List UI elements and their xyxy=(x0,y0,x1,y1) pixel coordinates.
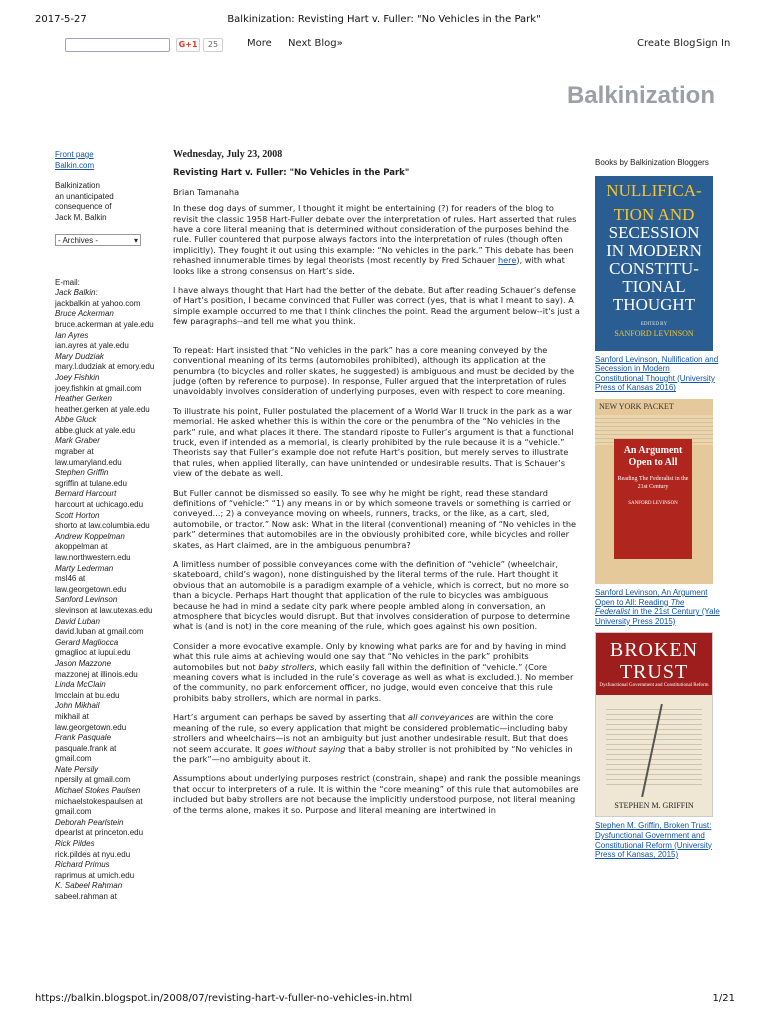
contributor-email: lmcclain at bu.edu xyxy=(55,690,120,700)
contributor-email: slevinson at law.utexas.edu xyxy=(55,605,153,615)
contributor-name: Mark Graber xyxy=(55,436,100,446)
contributor-email: mikhail at law.georgetown.edu xyxy=(55,711,127,732)
more-link[interactable]: More xyxy=(247,38,272,49)
contributor-list xyxy=(55,288,155,902)
email-label: E-mail: xyxy=(55,277,80,287)
front-page-link[interactable]: Front page xyxy=(55,150,94,159)
contributor-name: Jack Balkin: xyxy=(55,288,98,298)
post-paragraph: To illustrate his point, Fuller postulated the placement of a World War II truck in the park as a war memorial. He asked whether this is within the core or the penumbra of the “No vehicles in the park” rule, and what places it there. The standard riposte to Fuller’s argument is that a functional truck, even if intended as a memorial, is clearly prohibited by the rule because it is a “vehicle.” Theorists say that Fuller’s example doe not refute Hart’s position, but merely serves to illustrate that rules, when applied literally, can have unintended or undesirable results. That is Schauer’s view of the debate as well. xyxy=(173,405,574,479)
contributor-email: msl46 at law.georgetown.edu xyxy=(55,574,127,594)
archives-value: - Archives - xyxy=(58,235,99,245)
contributor-name: Andrew Koppelman xyxy=(55,531,125,541)
contributor-name: Richard Primus xyxy=(55,860,110,870)
post-paragraph: Hart’s argument can perhaps be saved by asserting that all conveyances are within the core meaning of the rule, so every application that might be considered problematic—including baby strollers and wheelchairs—is not an ambiguity but just another undesirable result. But that does not seem accurate. It goes without saying that a baby stroller is not prohibited by “No vehicles in the park”—no ambiguity about it. xyxy=(173,712,573,764)
post-paragraph: To repeat: Hart insisted that “No vehicles in the park” has a core meaning conveyed by the conventional meaning of its terms (automobiles prohibited), although its application at the penumbra (to bicycles and roller skates, he suggested) is ambiguous and must be decided by the judge (often by reference to purpose). In response, Fuller argued that the interpretation of rules unavoidably involves consideration of underlying purposes, even with respect to core meaning. xyxy=(173,344,575,397)
contributor-name: Deborah Pearlstein xyxy=(55,817,124,827)
book-caption-link[interactable]: Stephen M. Griffin, Broken Trust: Dysfunctional Government and Constitutional Reform (University Press of Kansas, 2015) xyxy=(595,821,712,860)
print-url: https://balkin.blogspot.in/2008/07/revisting-hart-v-fuller-no-vehicles-in.html xyxy=(35,993,413,1004)
post-date: Wednesday, July 23, 2008 xyxy=(173,149,283,160)
contributor-name: Ian Ayres xyxy=(55,330,89,340)
blog-title[interactable]: Balkinization xyxy=(566,82,715,109)
search-input[interactable] xyxy=(65,38,170,52)
post-paragraph: A limitless number of possible conveyances come with the definition of “vehicle” (wheelchair, skateboard, child’s wagon), none distinguished by the literal terms of the rule. Hart thought it obvious that an automobile is a paradigm example of a vehicle, which is correct, but no more so than a bicycle. Perhaps Hart thought that application of the rule to bicycles was ambiguous because he had in mind a sedate city park where people ambled along in conversation, an atmosphere that bicycles would disrupt. But that involves consideration of purpose to determine what is (and is not) in the core meaning of the rule, which goes against his own position. xyxy=(173,559,571,632)
contributor-name: Mary Dudziak xyxy=(55,351,104,361)
contributor-email: harcourt at uchicago.edu xyxy=(55,500,144,510)
post-title[interactable]: Revisting Hart v. Fuller: "No Vehicles in the Park" xyxy=(173,168,410,179)
blog-description: Balkinization xyxy=(55,181,100,191)
contributor-email: jackbalkin at yahoo.com xyxy=(55,298,141,308)
contributor-email: npersily at gmail.com xyxy=(55,775,131,785)
books-heading: Books by Balkinization Bloggers xyxy=(595,158,709,167)
contributor-email: gmaglioc at iupui.edu xyxy=(55,648,131,658)
contributor-email: bruce.ackerman at yale.edu xyxy=(55,319,154,329)
contributor-email: michaelstokespaulsen at gmail.com xyxy=(55,796,143,817)
contributor-email: mgraber at law.umaryland.edu xyxy=(55,447,122,467)
contributor-email: sabeel.rahman at xyxy=(55,892,117,901)
contributor-name: Abbe Gluck xyxy=(55,415,97,425)
chevron-down-icon: ▾ xyxy=(133,235,138,245)
contributor-name: Frank Pasquale xyxy=(55,733,112,743)
post-paragraph: I have always thought that Hart had the better of the debate. But after reading Schauer’s defense of Hart’s position, I became convinced that Fuller was correct (yes, that is what I meant to say). A simple example occurred to me that I think clinches the point. Read the argument below--it's just a few paragraphs--and tell me what you think. xyxy=(173,285,580,327)
contributor-name: Gerard Magliocca xyxy=(55,637,119,647)
contributor-email: raprimus at umich.edu xyxy=(55,870,135,880)
blogger-navbar xyxy=(0,36,768,56)
print-page-title: Balkinization: Revisting Hart v. Fuller: "No Vehicles in the Park" xyxy=(227,14,541,25)
contributor-name: Marty Lederman xyxy=(55,563,114,573)
blog-description: consequence of xyxy=(55,202,112,212)
contributor-email: david.luban at gmail.com xyxy=(55,627,144,637)
book-cover-nullification[interactable]: NULLIFICA- TION AND SECESSION IN MODERN CONSTITU- TIONAL THOUGHT EDITED BY SANFORD LEVINSON xyxy=(595,176,713,351)
contributor-email: dpearlst at princeton.edu xyxy=(55,828,144,838)
archives-select[interactable] xyxy=(55,234,141,246)
contributor-name: Heather Gerken xyxy=(55,394,112,404)
contributor-email: akoppelman at law.northwestern.edu xyxy=(55,542,131,562)
book-cover-argument-open-to-all[interactable]: NEW YORK PACKET An Argument Open to All Reading The Federalist in the 21st Century SANFORD LEVINSON xyxy=(595,399,713,584)
contributor-name: John Mikhail xyxy=(55,701,100,711)
contributor-email: shorto at law.columbia.edu xyxy=(55,521,150,531)
contributor-email: abbe.gluck at yale.edu xyxy=(55,425,136,435)
blog-description: an unanticipated xyxy=(55,191,114,201)
contributor-email: sgriffin at tulane.edu xyxy=(55,478,127,488)
contributor-email: joey.fishkin at gmail.com xyxy=(55,383,142,393)
left-sidebar xyxy=(55,150,155,903)
book-caption-link[interactable]: Sanford Levinson, An Argument Open to All: Reading The Federalist in the 21st Century (Yale University Press 2015) xyxy=(595,587,720,626)
post xyxy=(173,150,581,824)
contributor-name: Rick Pildes xyxy=(55,839,95,849)
post-paragraph: Assumptions about underlying purposes restrict (constrain, shape) and rank the possible meanings that occur to interpreters of a rule. It is within the “core meaning” of this rule that automobiles are included but baby strollers are not because the implicitly understood purpose, not literal meaning of the terms alone, makes it so. Purpose and literal meaning are intertwined in xyxy=(173,773,581,815)
next-blog-link[interactable]: Next Blog» xyxy=(288,38,343,49)
book-cover-broken-trust[interactable]: BROKEN TRUST Dysfunctional Government and Constitutional Reform STEPHEN M. GRIFFIN xyxy=(595,632,713,817)
contributor-email: rick.pildes at nyu.edu xyxy=(55,849,131,859)
contributor-name: Stephen Griffin xyxy=(55,468,109,478)
contributor-email: mary.l.dudziak at emory.edu xyxy=(55,362,155,372)
post-author: Brian Tamanaha xyxy=(173,186,240,197)
contributor-name: Nate Persily xyxy=(55,764,99,774)
contributor-name: Scott Horton xyxy=(55,510,100,520)
post-paragraph: Consider a more evocative example. Only by knowing what parks are for and by having in mind what this rule aims at achieving would one say that “No vehicles in the park” prohibits automobiles but not baby strollers, which easily fall within the definition of “vehicle.” (Core meaning covers what is included in the rule’s coverage as well as what is excluded.). No member of the community, no park enforcement officer, no judge, would even conceive that this rule prohibits baby strollers, which are normal in parks. xyxy=(173,640,574,703)
contributor-email: pasquale.frank at gmail.com xyxy=(55,743,117,764)
contributor-name: Linda McClain xyxy=(55,680,106,690)
here-link[interactable]: here xyxy=(497,255,517,266)
contributor-name: David Luban xyxy=(55,616,100,626)
post-paragraph: But Fuller cannot be dismissed so easily. To see why he might be right, read these standard definitions of “vehicle:” “1) any means in or by which someone travels or something is carried or conveyed...; 2) a conveyance moving on wheels, runners, tracks, or the like, as a cart, sled, automobile, or tractor.” Now ask: What in the literal (conventional) meaning of “No vehicles in the park” determines that automobiles are in the obviously prohibited core, while bicycles and roller skates, as Hart claimed, are in the ambiguous penumbra? xyxy=(173,487,577,550)
google-plus-button[interactable]: G+1 xyxy=(176,38,200,52)
google-plus-count: 25 xyxy=(203,38,223,52)
print-date: 2017-5-27 xyxy=(35,14,87,25)
blog-description: Jack M. Balkin xyxy=(55,212,107,222)
contributor-name: Sanford Levinson xyxy=(55,595,118,605)
contributor-name: Jason Mazzone xyxy=(55,658,112,668)
balkin-com-link[interactable]: Balkin.com xyxy=(55,160,95,170)
create-blog-link[interactable]: Create Blog xyxy=(637,38,696,49)
contributor-email: ian.ayres at yale.edu xyxy=(55,341,129,351)
sign-in-link[interactable]: Sign In xyxy=(696,38,731,49)
contributor-name: Bruce Ackerman xyxy=(55,309,114,319)
contributor-name: Michael Stokes Paulsen xyxy=(55,786,141,796)
right-sidebar xyxy=(595,158,720,860)
contributor-name: Bernard Harcourt xyxy=(55,489,117,499)
post-paragraph: In these dog days of summer, I thought it might be entertaining (?) for readers of the blog to revisit the classic 1958 Hart-Fuller debate over the interpretation of rules. Hart asserted that rules have a core literal meaning that is determined without consideration of the purposes behind the rule. Fuller countered that purpose always factors into the interpretation of rules (though often implicitly). They fought it out using this example: “No vehicles in the park.” This debate has been rehashed innumerable times by legal theorists (most recently by Fred Schauer here), with what looks like a strong consensus on Hart’s side. xyxy=(173,203,577,276)
contributor-email: heather.gerken at yale.edu xyxy=(55,404,150,414)
print-page-number: 1/21 xyxy=(712,993,735,1004)
contributor-name: Joey Fishkin xyxy=(55,372,100,382)
contributor-email: mazzonej at illinois.edu xyxy=(55,669,138,679)
contributor-name: K. Sabeel Rahman xyxy=(55,881,123,891)
book-caption-link[interactable]: Sanford Levinson, Nullification and Secession in Modern Constitutional Thought (University Press of Kansas 2016) xyxy=(595,354,719,393)
